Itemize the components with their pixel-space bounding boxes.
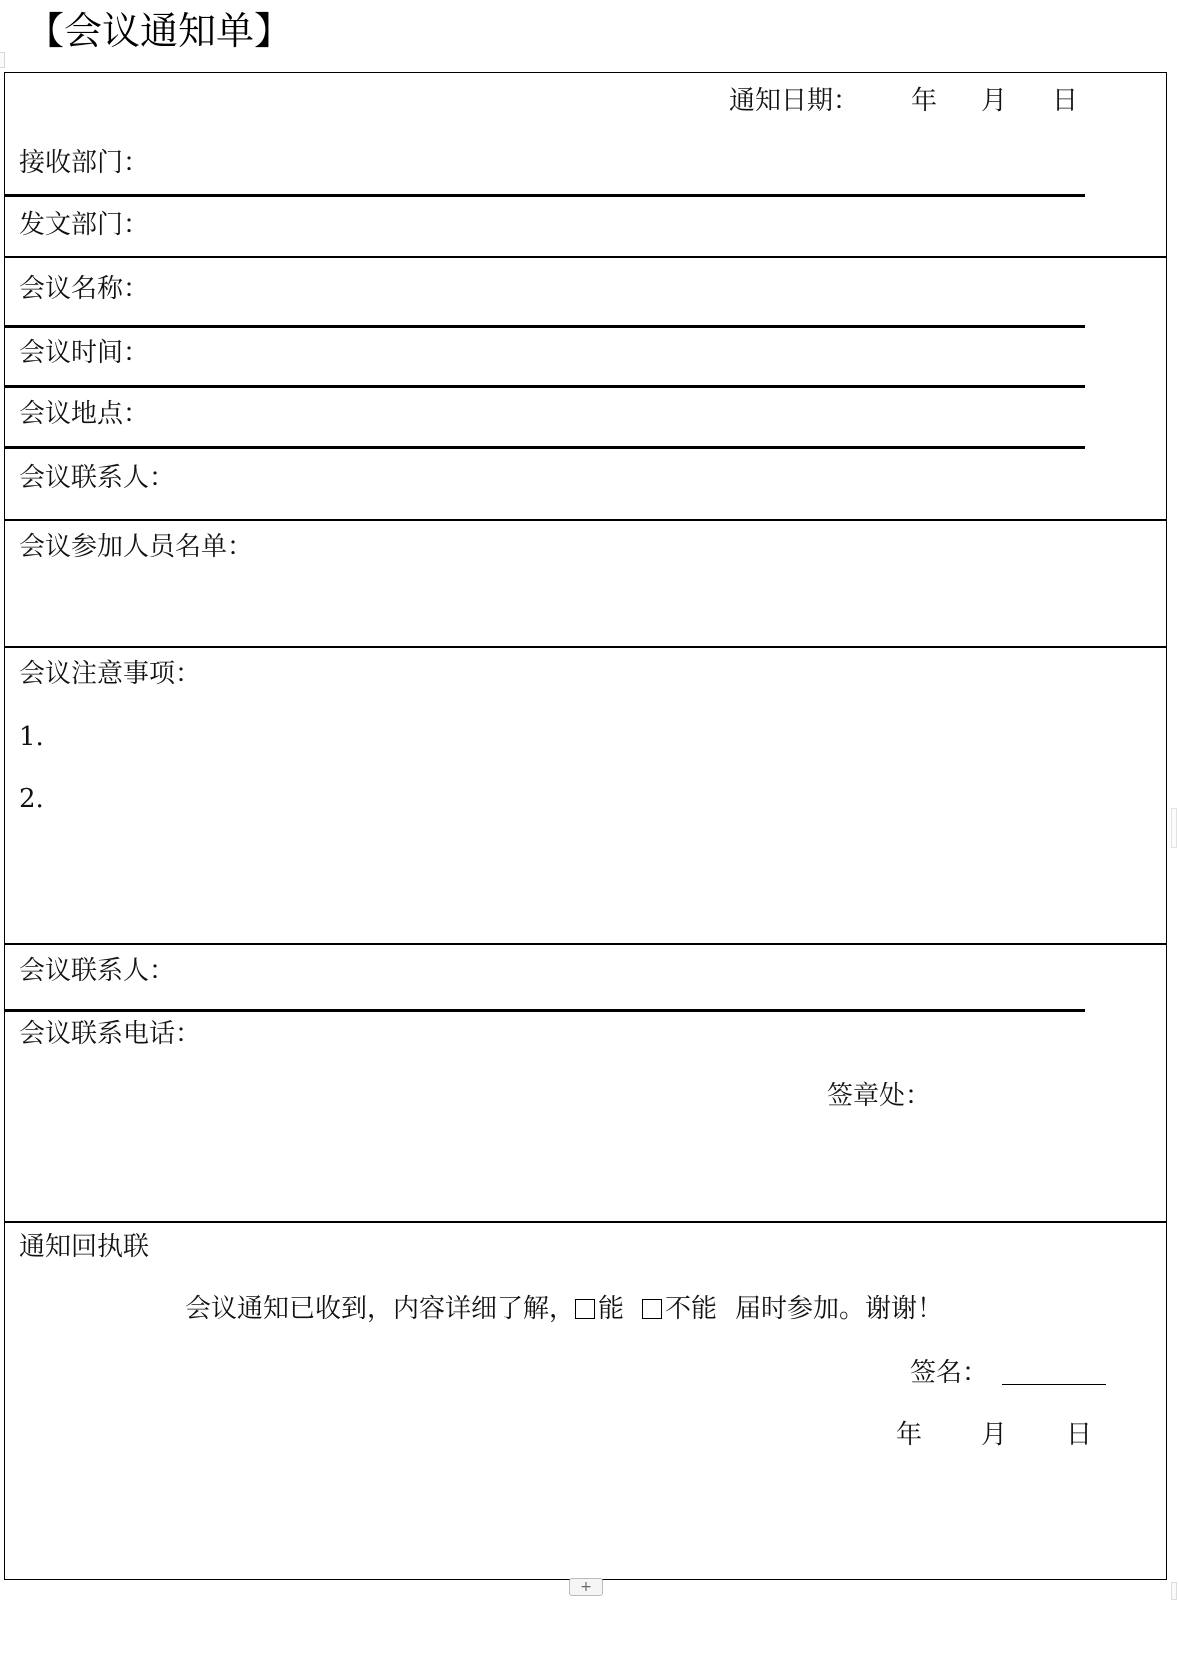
receipt-date-day: 日 (1066, 1420, 1093, 1450)
note-item-1: 1. (19, 722, 44, 752)
table-resize-handle[interactable] (1171, 1582, 1177, 1600)
sender-department-label: 发文部门： (19, 210, 150, 240)
meeting-name-label: 会议名称： (19, 274, 150, 304)
receipt-text-suffix: 届时参加。谢谢！ (735, 1294, 944, 1324)
meeting-contact-label: 会议联系人： (19, 463, 176, 493)
table-side-resize-handle[interactable] (1171, 808, 1177, 848)
notice-date-month: 月 (981, 86, 1008, 116)
notice-date-label: 通知日期： (729, 86, 860, 116)
notice-date-year: 年 (911, 86, 938, 116)
section-divider (5, 943, 1166, 945)
meeting-place-label: 会议地点： (19, 399, 150, 429)
receipt-title: 通知回执联 (19, 1232, 150, 1262)
section-divider (5, 1221, 1166, 1223)
section-divider (5, 646, 1166, 648)
signature-field (910, 1357, 1106, 1389)
option-can-label: 能 (598, 1294, 625, 1324)
checkbox-cannot-attend[interactable] (642, 1299, 662, 1319)
receipt-date-month: 月 (981, 1420, 1008, 1450)
notice-form-table (4, 72, 1167, 1580)
contact-person-underline (5, 1009, 1085, 1012)
note-item-2: 2. (19, 784, 44, 814)
receiver-department-underline (5, 194, 1085, 197)
signature-label: 签名： (910, 1358, 989, 1388)
meeting-time-underline (5, 385, 1085, 388)
seal-label: 签章处： (827, 1081, 932, 1111)
contact-person-label: 会议联系人： (19, 956, 176, 986)
signature-line[interactable] (1002, 1362, 1106, 1385)
participants-label: 会议参加人员名单： (19, 532, 254, 562)
document-title: 【会议通知单】 (26, 9, 293, 53)
section-divider (5, 256, 1166, 258)
receiver-department-label: 接收部门： (19, 148, 150, 178)
meeting-time-label: 会议时间： (19, 338, 150, 368)
table-select-handle[interactable] (0, 52, 5, 68)
notice-date-day: 日 (1052, 86, 1079, 116)
meeting-place-underline (5, 446, 1085, 449)
section-divider (5, 519, 1166, 521)
checkbox-can-attend[interactable] (575, 1299, 595, 1319)
receipt-date-year: 年 (896, 1420, 923, 1450)
receipt-text-prefix: 会议通知已收到，内容详细了解， (185, 1294, 576, 1324)
notes-label: 会议注意事项： (19, 659, 202, 689)
receipt-statement (185, 1293, 943, 1325)
add-row-button[interactable]: + (569, 1578, 603, 1596)
contact-phone-label: 会议联系电话： (19, 1019, 202, 1049)
option-cannot-label: 不能 (665, 1294, 718, 1324)
meeting-name-underline (5, 325, 1085, 328)
